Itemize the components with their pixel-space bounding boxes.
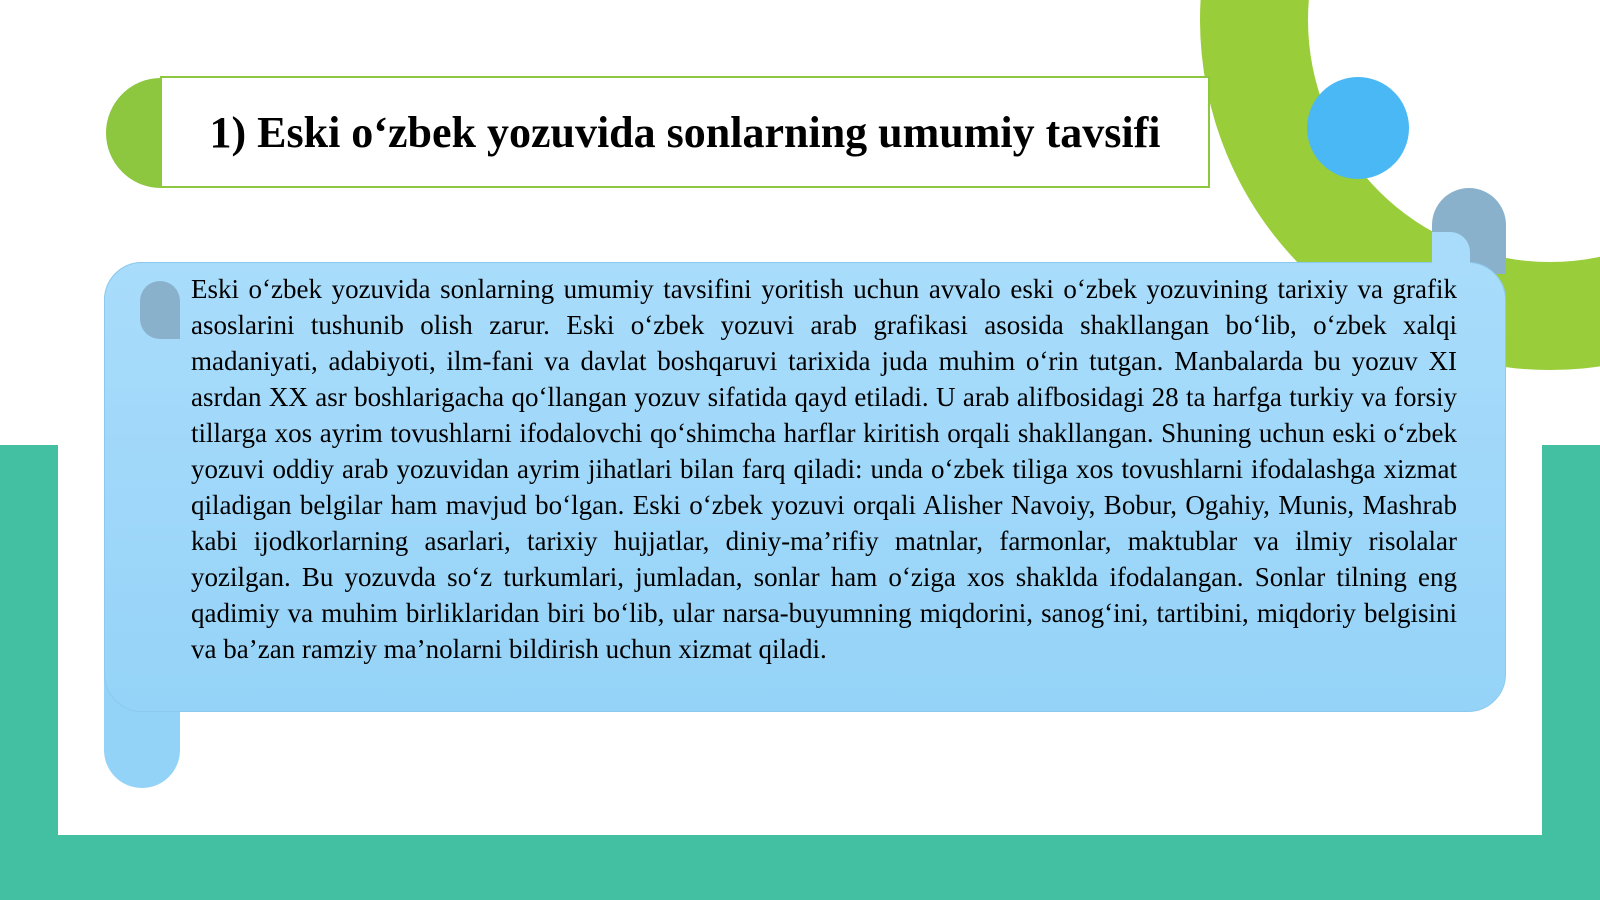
title-box xyxy=(160,76,1210,188)
blue-circle-decoration xyxy=(1307,77,1409,179)
slide-title: 1) Eski o‘zbek yozuvida sonlarning umumiy tavsifi xyxy=(209,107,1161,157)
scroll-right-curl-inner xyxy=(1432,232,1470,276)
body-paragraph: Eski o‘zbek yozuvida sonlarning umumiy tavsifini yoritish uchun avvalo eski o‘zbek yozuvining tarixiy va grafik asoslarini tushunib olish zarur. Eski o‘zbek yozuvi arab grafikasi asosida shakllangan bo‘lib, o‘zbek xalqi madaniyati, adabiyoti, ilm-fani va davlat boshqaruvi tarixida juda muhim o‘rin tutgan. Manbalarda bu yozuv XI asrdan XX asr boshlarigacha qo‘llangan yozuv sifatida qayd etiladi. U arab alifbosidagi 28 ta harfga turkiy va forsiy tillarga xos ayrim tovushlarni ifodalovchi qo‘shimcha harflar kiritish orqali shakllangan. Shuning uchun eski o‘zbek yozuvi oddiy arab yozuvidan ayrim jihatlari bilan farq qiladi: unda o‘zbek tiliga xos tovushlarni ifodalashga xizmat qiladigan belgilar ham mavjud bo‘lgan. Eski o‘zbek yozuvi orqali Alisher Navoiy, Bobur, Ogahiy, Munis, Mashrab kabi ijodkorlarning asarlari, tarixiy hujjatlar, diniy-ma’rifiy matnlar, farmonlar, maktublar va ilmiy risolalar yozilgan. Bu yozuvda so‘z turkumlari, jumladan, sonlar ham o‘ziga xos shaklda ifodalangan. Sonlar tilning eng qadimiy va muhim birliklaridan biri bo‘lib, ular narsa-buyumning miqdorini, sanog‘ini, tartibini, miqdoriy belgisini va ba’zan ramziy ma’nolarni bildirish uchun xizmat qiladi. xyxy=(191,274,1457,664)
scroll-left-curl xyxy=(140,281,180,339)
